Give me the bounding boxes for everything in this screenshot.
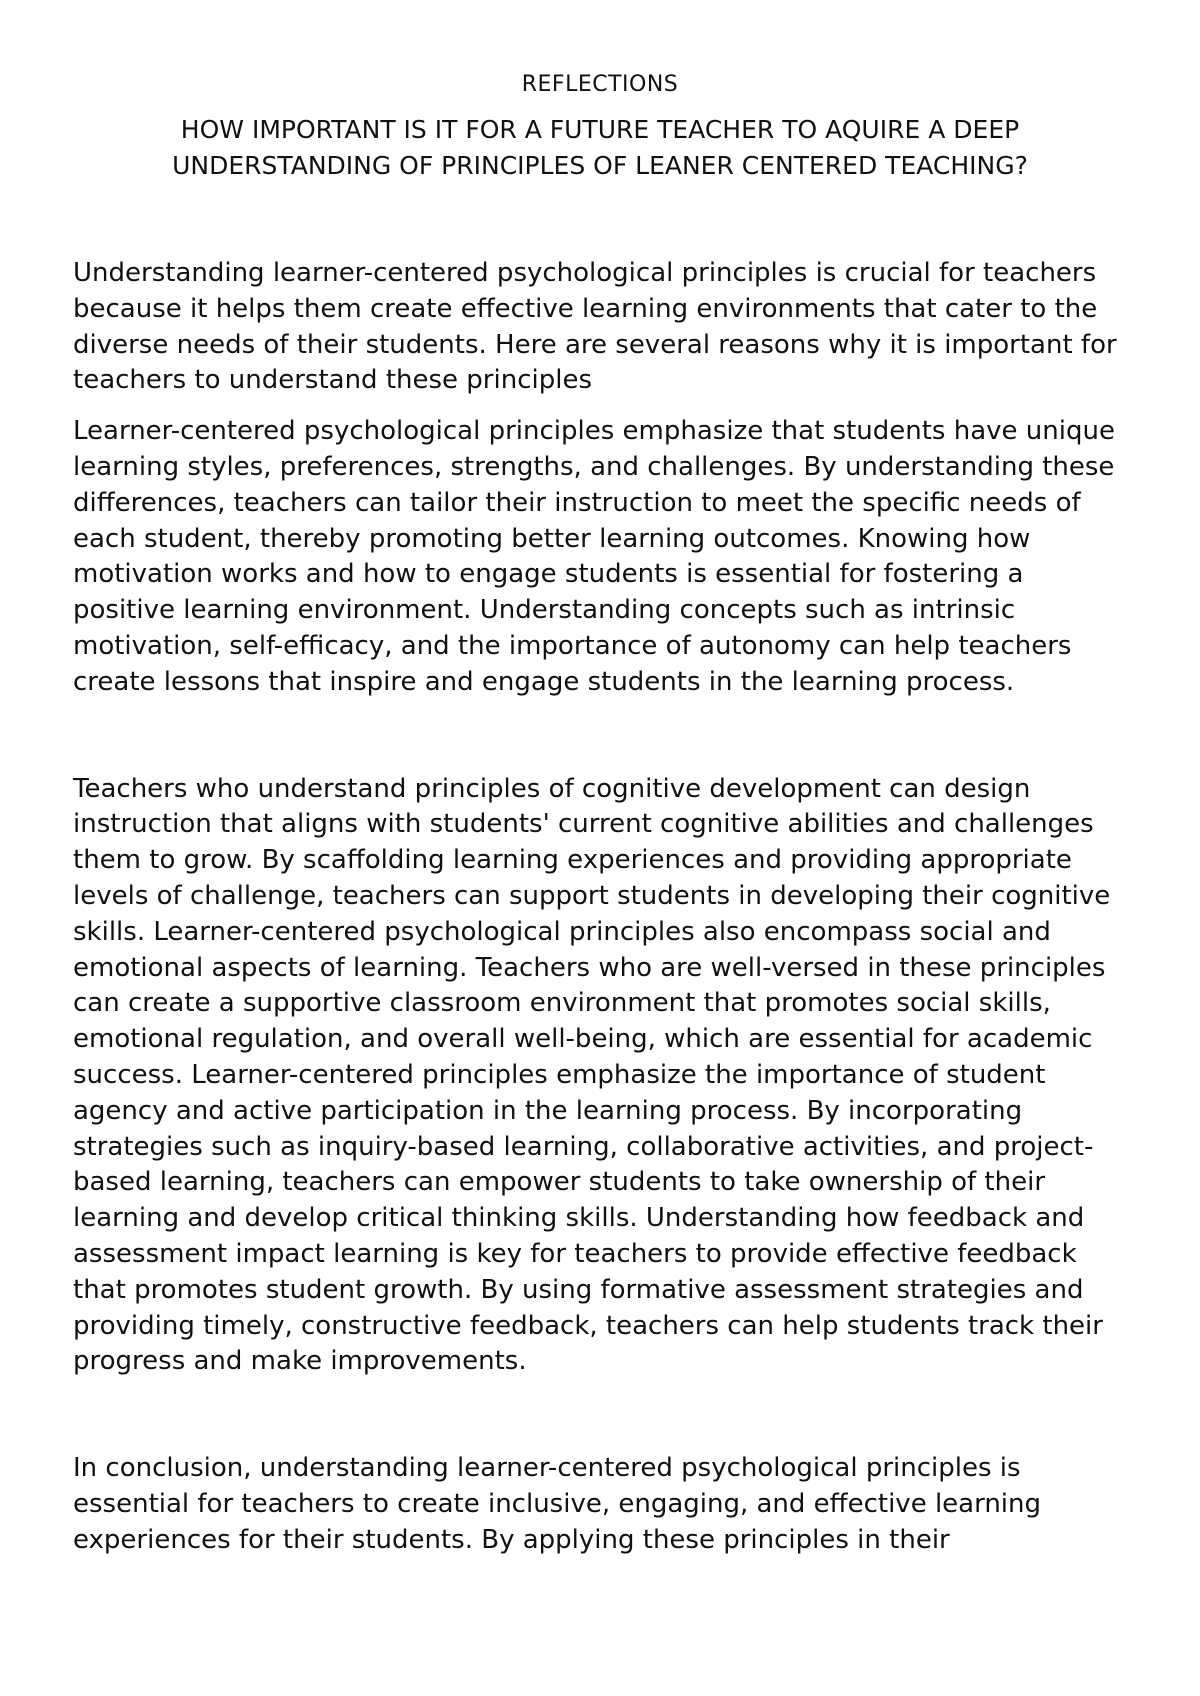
reflection-question: HOW IMPORTANT IS IT FOR A FUTURE TEACHER TO AQUIRE A DEEP UNDERSTANDING OF PRINCIPLES OF LEANER CENTERED TEACHING? xyxy=(172,115,1028,180)
paragraph-learning-differences: Learner-centered psychological principles emphasize that students have unique learning styles, preferences, strengths, and challenges. By understanding these differences, teachers can tailor their instruction to meet the specific needs of each student, thereby promoting better learning outcomes. Knowing how motivation works and how to engage students is essential for fostering a positive learning environment. Understanding concepts such as intrinsic motivation, self-efficacy, and the importance of autonomy can help teachers create lessons that inspire and engage students in the learning process. xyxy=(73,416,1115,697)
document-header xyxy=(100,70,1100,184)
paragraph-cognitive-development: Teachers who understand principles of cognitive development can design instruction that aligns with students' current cognitive abilities and challenges them to grow. By scaffolding learning experiences and providing appropriate levels of challenge, teachers can support students in developing their cognitive skills. Learner-centered psychological principles also encompass social and emotional aspects of learning. Teachers who are well-versed in these principles can create a supportive classroom environment that promotes social skills, emotional regulation, and overall well-being, which are essential for academic success. Learner-centered principles emphasize the importance of student agency and active participation in the learning process. By incorporating strategies such as inquiry-based learning, collaborative activities, and project-based learning, teachers can empower students to take ownership of their learning and develop critical thinking skills. Understanding how feedback and assessment impact learning is key for teachers to provide effective feedback that promotes student growth. By using formative assessment strategies and providing timely, constructive feedback, teachers can help students track their progress and make improvements. xyxy=(73,773,1111,1377)
document-title: REFLECTIONS xyxy=(521,72,679,97)
paragraph-conclusion: In conclusion, understanding learner-centered psychological principles is essential for teachers to create inclusive, engaging, and effective learning experiences for their students. By applying these principles in their xyxy=(73,1453,1042,1555)
paragraph-introduction: Understanding learner-centered psychological principles is crucial for teachers because it helps them create effective learning environments that cater to the diverse needs of their students. Here are several reasons why it is important for teachers to understand these principles xyxy=(73,258,1117,396)
document-body xyxy=(73,256,1133,1559)
